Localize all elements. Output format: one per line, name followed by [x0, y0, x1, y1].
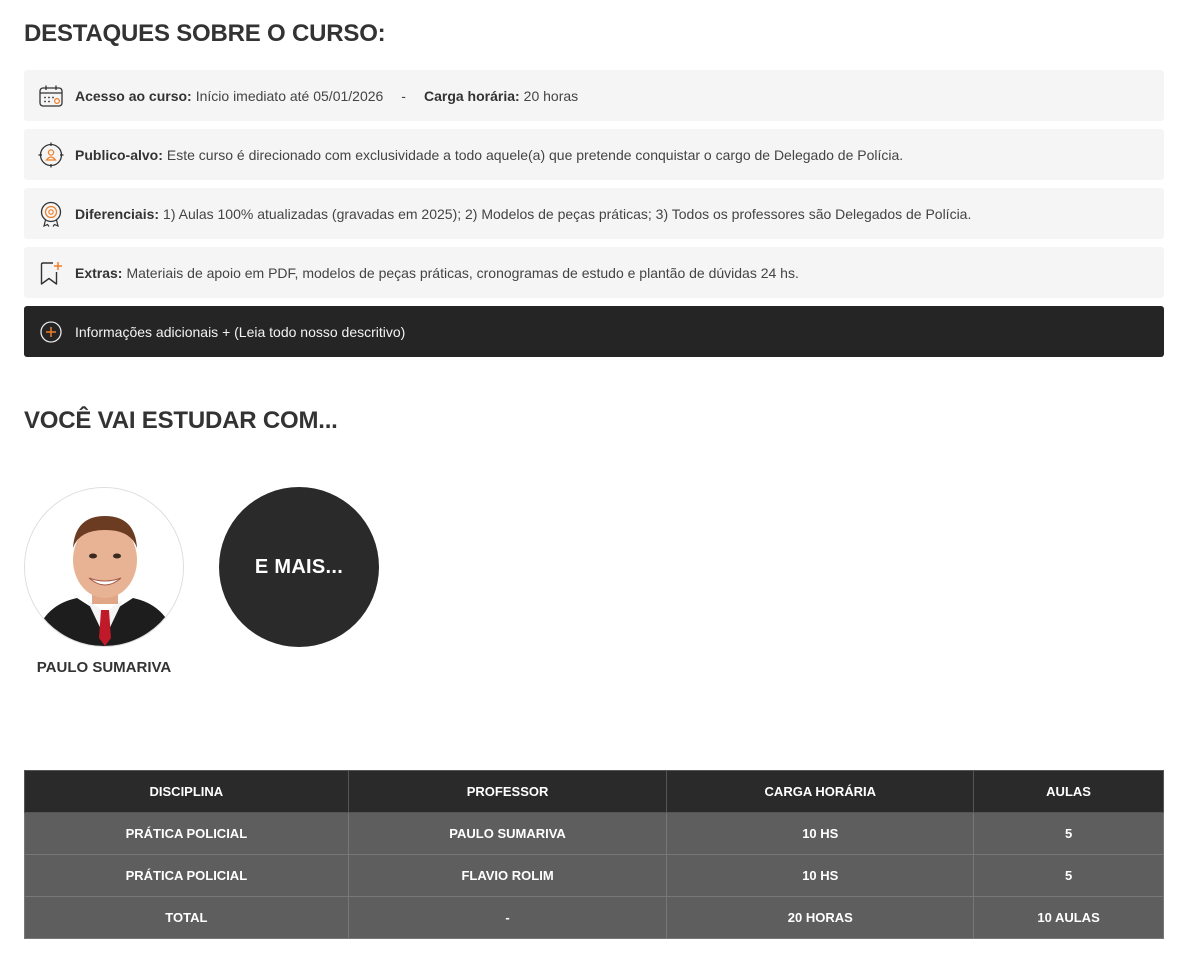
teachers-title: VOCÊ VAI ESTUDAR COM...	[24, 407, 338, 434]
extras-value: Materiais de apoio em PDF, modelos de peças práticas, cronogramas de estudo e plantão de dúvidas 24 hs.	[126, 264, 799, 281]
differentials-value: 1) Aulas 100% atualizadas (gravadas em 2025); 2) Modelos de peças práticas; 3) Todos os professores são Delegados de Polícia.	[163, 205, 972, 222]
table-cell: 10 AULAS	[974, 897, 1164, 939]
table-cell: 20 HORAS	[667, 897, 974, 939]
table-cell: 10 HS	[667, 813, 974, 855]
differentials-label: Diferenciais:	[75, 205, 160, 222]
hours-label: Carga horária:	[423, 87, 520, 104]
teacher-name: PAULO SUMARIVA	[36, 659, 172, 676]
table-row	[25, 813, 1164, 855]
extras-label: Extras:	[75, 264, 123, 281]
hours-value: 20 horas	[523, 87, 579, 104]
highlights-title: DESTAQUES SOBRE O CURSO:	[24, 20, 386, 47]
more-teachers-button[interactable]: E MAIS...	[219, 487, 379, 647]
table-total-row	[25, 897, 1164, 939]
extras-row	[24, 247, 1164, 298]
table-cell: PAULO SUMARIVA	[348, 813, 667, 855]
audience-row	[24, 129, 1164, 180]
column-header: CARGA HORÁRIA	[667, 771, 974, 813]
table-header-row	[25, 771, 1164, 813]
bookmark-plus-icon	[38, 260, 64, 286]
column-header: PROFESSOR	[348, 771, 667, 813]
table-cell: 5	[974, 813, 1164, 855]
medal-icon	[38, 201, 64, 227]
table-cell: 10 HS	[667, 855, 974, 897]
more-info-button[interactable]	[24, 306, 1164, 357]
table-cell: 5	[974, 855, 1164, 897]
access-row	[24, 70, 1164, 121]
disciplines-table	[24, 770, 1164, 939]
access-label: Acesso ao curso:	[75, 87, 192, 104]
target-person-icon	[38, 142, 64, 168]
column-header: DISCIPLINA	[25, 771, 349, 813]
column-header: AULAS	[974, 771, 1164, 813]
table-cell: TOTAL	[25, 897, 349, 939]
table-row	[25, 855, 1164, 897]
table-cell: FLAVIO ROLIM	[348, 855, 667, 897]
more-info-label: Informações adicionais + (Leia todo nosso descritivo)	[75, 323, 406, 340]
calendar-icon	[38, 83, 64, 109]
table-cell: -	[348, 897, 667, 939]
access-value: Início imediato até 05/01/2026	[195, 87, 384, 104]
teacher-card[interactable]	[24, 487, 184, 676]
separator: -	[401, 87, 406, 104]
table-cell: PRÁTICA POLICIAL	[25, 813, 349, 855]
audience-label: Publico-alvo:	[75, 146, 163, 163]
audience-value: Este curso é direcionado com exclusividade a todo aquele(a) que pretende conquistar o cargo de Delegado de Polícia.	[166, 146, 904, 163]
plus-circle-icon	[38, 319, 64, 345]
differentials-row	[24, 188, 1164, 239]
avatar	[24, 487, 184, 647]
table-cell: PRÁTICA POLICIAL	[25, 855, 349, 897]
